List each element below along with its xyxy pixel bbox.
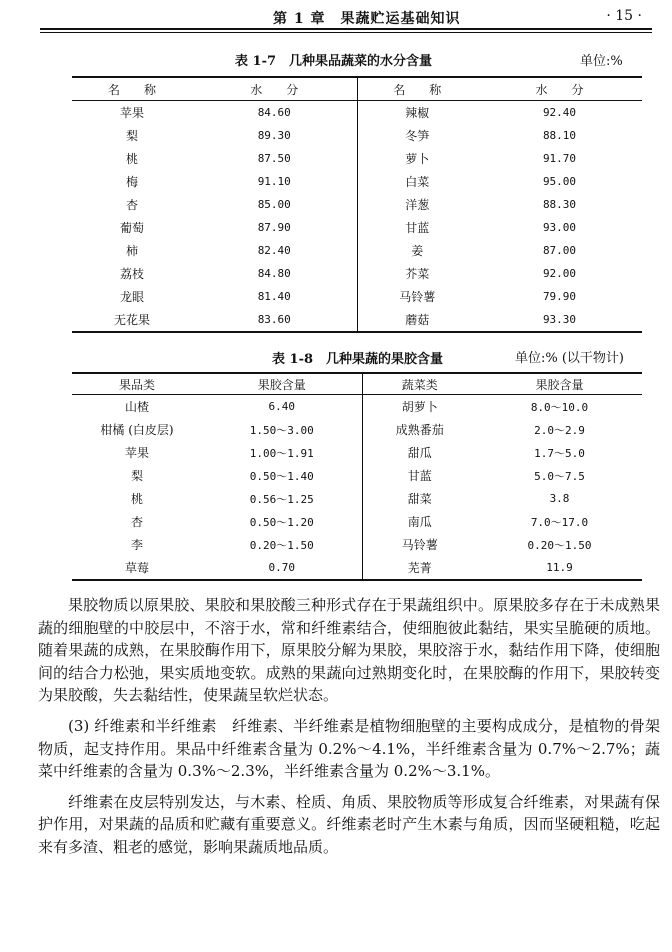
item-value-cell: 0.56～1.25 [249,492,314,506]
table1-header-name-left: 名 称 [72,77,192,101]
item-name-cell: 胡萝卜 [362,395,477,419]
item-value-cell: 0.50～1.20 [249,515,314,529]
item-value-cell: 91.70 [542,152,577,165]
item-value-cell: 87.50 [257,152,291,165]
chapter-title: 第 1 章 果蔬贮运基础知识 [273,11,461,27]
table2-header-pectin-fruit: 果胶含量 [202,373,362,395]
item-name-cell: 甘蓝 [357,216,477,239]
item-name-cell: 南瓜 [362,510,477,533]
item-value-cell: 0.50～1.40 [249,469,314,483]
table-row [72,395,642,419]
table-row [72,216,642,239]
item-name-cell: 杏 [130,515,143,529]
item-name-cell: 辣椒 [357,101,477,125]
item-value-cell: 88.10 [542,129,577,142]
item-value-cell: 1.7～5.0 [534,446,585,460]
table2-unit: 单位:% (以干物计) [515,351,625,366]
item-value-cell: 1.50～3.00 [249,423,314,437]
item-name-cell: 白菜 [357,170,477,193]
item-name-cell: 萝卜 [357,147,477,170]
item-value-cell: 6.40 [268,400,295,413]
item-value-cell: 82.40 [257,244,291,257]
item-value-cell: 95.00 [542,175,577,188]
table-row [72,487,642,510]
table-row [72,147,642,170]
item-name-cell: 山楂 [124,400,149,414]
table-row [72,510,642,533]
item-name-cell: 葡萄 [119,221,144,235]
table1-header-value-left: 水 分 [192,77,357,101]
item-name-cell: 芜菁 [362,556,477,580]
item-value-cell: 85.00 [257,198,291,211]
item-value-cell: 0.20～1.50 [249,538,314,552]
item-name-cell: 龙眼 [119,290,144,304]
table2-header-fruit: 果品类 [72,373,202,395]
table-row [72,170,642,193]
table-row [72,556,642,580]
table-row [72,101,642,125]
paragraph-cellulose: (3) 纤维素和半纤维素 纤维素、半纤维素是植物细胞壁的主要构成成分，是植物的骨架物质，起支持作用。果品中纤维素含量为 0.2%～4.1%，半纤维素含量为 0.7%～2.7%；蔬菜中纤维素的含量为 0.3%～2.3%，半纤维素含量为 0.2%～3.1%。 [38,716,660,781]
item-value-cell: 0.20～1.50 [527,538,592,552]
item-name-cell: 冬笋 [357,124,477,147]
item-name-cell: 苹果 [124,446,149,460]
item-name-cell: 梨 [125,129,138,143]
item-name-cell: 成熟番茄 [362,418,477,441]
table-row [72,418,642,441]
paragraph-pectin: 果胶物质以原果胶、果胶和果胶酸三种形式存在于果蔬组织中。原果胶多存在于未成熟果蔬的细胞壁的中胶层中，不溶于水，常和纤维素结合，使细胞彼此黏结，果实呈脆硬的质地。随着果蔬的成熟，在果胶酶作用下，原果胶分解为果胶，果胶溶于水，黏结作用下降，使细胞间的结合力松弛，果实质地变软。成熟的果蔬向过熟期变化时，在果胶酶的作用下，果胶转变为果胶酸，失去黏结性，使果蔬呈软烂状态。 [38,596,660,705]
table-row [72,308,642,332]
item-value-cell: 0.70 [202,556,362,580]
item-name-cell: 桃 [130,492,143,506]
item-value-cell: 93.00 [542,221,577,234]
table2-header-veg: 蔬菜类 [362,373,477,395]
table-row [72,124,642,147]
item-value-cell: 5.0～7.5 [534,469,585,483]
item-value-cell: 84.60 [257,106,291,119]
item-name-cell: 马铃薯 [357,285,477,308]
item-value-cell: 84.80 [257,267,291,280]
item-name-cell: 苹果 [119,106,144,120]
item-name-cell: 芥菜 [357,262,477,285]
table1-unit: 单位:% [580,54,623,69]
header-rule-thin [40,32,652,33]
item-value-cell: 88.30 [542,198,577,211]
item-value-cell: 11.9 [477,556,642,580]
item-name-cell: 桃 [125,152,138,166]
table-row [72,239,642,262]
table-row [72,441,642,464]
item-value-cell: 93.30 [477,308,642,332]
item-name-cell: 梨 [130,469,143,483]
table-row [72,193,642,216]
item-value-cell: 87.00 [542,244,577,257]
item-value-cell: 7.0～17.0 [530,515,589,529]
item-name-cell: 姜 [357,239,477,262]
item-value-cell: 3.8 [549,492,570,505]
item-name-cell: 蘑菇 [357,308,477,332]
item-value-cell: 1.00～1.91 [249,446,314,460]
item-name-cell: 柿 [125,244,138,258]
water-content-table [72,76,642,333]
item-name-cell: 梅 [125,175,138,189]
table-row [72,262,642,285]
item-name-cell: 甘蓝 [362,464,477,487]
table2-caption: 表 1-8 几种果蔬的果胶含量 [272,352,444,367]
body-text [38,594,660,859]
pectin-content-table [72,372,642,581]
table-row [72,464,642,487]
table1-header-name-right: 名 称 [357,77,477,101]
item-name-cell: 无花果 [72,308,192,332]
item-name-cell: 荔枝 [119,267,144,281]
item-value-cell: 89.30 [257,129,291,142]
item-value-cell: 79.90 [542,290,577,303]
item-name-cell: 李 [130,538,143,552]
item-name-cell: 柑橘 (白皮层) [100,423,174,437]
table2-header-pectin-veg: 果胶含量 [477,373,642,395]
table1-header-value-right: 水 分 [477,77,642,101]
paragraph-cellulose-protection: 纤维素在皮层特别发达，与木素、栓质、角质、果胶物质等形成复合纤维素，对果蔬有保护作用，对果蔬的品质和贮藏有重要意义。纤维素老时产生木素与角质，因而坚硬粗糙，吃起来有多渣、粗老的感觉，影响果蔬质地品质。 [38,792,660,856]
running-header [40,6,652,28]
table-row [72,285,642,308]
item-value-cell: 92.00 [542,267,577,280]
item-name-cell: 洋葱 [357,193,477,216]
item-name-cell: 马铃薯 [362,533,477,556]
item-value-cell: 92.40 [542,106,577,119]
header-rule [40,28,652,30]
item-name-cell: 甜菜 [362,487,477,510]
item-value-cell: 91.10 [257,175,291,188]
table-row [72,533,642,556]
item-value-cell: 83.60 [192,308,357,332]
item-value-cell: 87.90 [257,221,291,234]
table1-caption: 表 1-7 几种果品蔬菜的水分含量 [235,54,433,69]
item-name-cell: 甜瓜 [362,441,477,464]
item-value-cell: 81.40 [257,290,291,303]
item-value-cell: 8.0～10.0 [530,400,589,414]
item-name-cell: 杏 [125,198,138,212]
item-name-cell: 草莓 [72,556,202,580]
page-number: · 15 · [606,8,642,24]
item-value-cell: 2.0～2.9 [534,423,585,437]
